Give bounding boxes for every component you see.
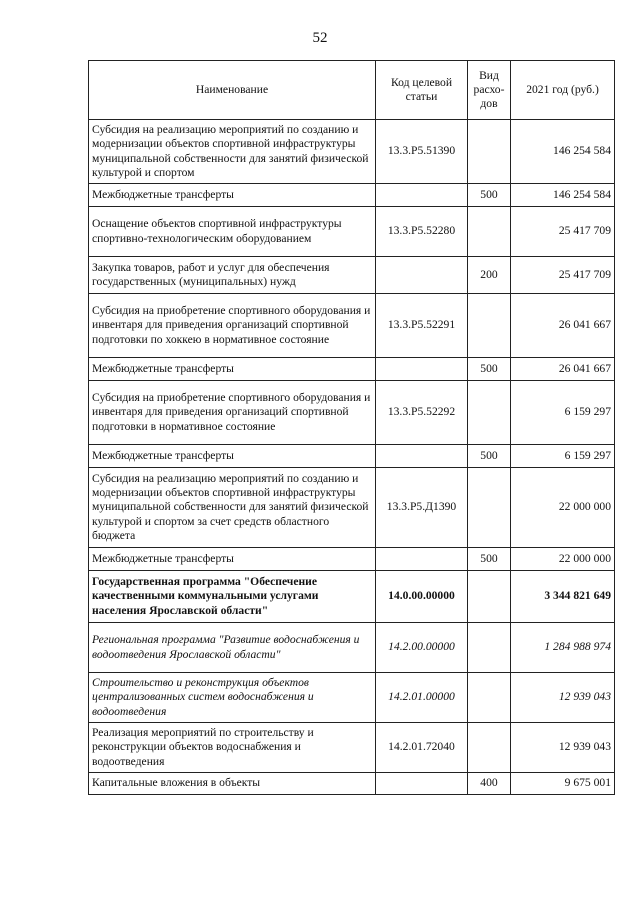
row-sum: 6 159 297 <box>511 445 615 468</box>
table-header-row <box>89 61 615 120</box>
row-code <box>376 773 468 795</box>
row-vid <box>468 723 511 773</box>
row-name: Капитальные вложения в объекты <box>89 773 376 795</box>
row-code: 13.3.P5.52292 <box>376 381 468 445</box>
row-name: Межбюджетные трансферты <box>89 548 376 571</box>
row-sum: 9 675 001 <box>511 773 615 795</box>
row-name: Субсидия на реализацию мероприятий по созданию и модернизации объектов спортивной инфраструктуры муниципальной собственности для занятий физической культурой и спортом <box>89 120 376 184</box>
row-code: 13.3.P5.52291 <box>376 294 468 358</box>
row-vid <box>468 294 511 358</box>
table-row <box>89 294 615 358</box>
table-row <box>89 773 615 795</box>
row-vid <box>468 673 511 723</box>
row-name: Межбюджетные трансферты <box>89 445 376 468</box>
row-code: 14.2.01.72040 <box>376 723 468 773</box>
table-row <box>89 571 615 623</box>
table-row <box>89 381 615 445</box>
table-row <box>89 445 615 468</box>
row-name: Региональная программа "Развитие водоснабжения и водоотведения Ярославской области" <box>89 623 376 673</box>
row-vid: 200 <box>468 257 511 294</box>
table-row <box>89 257 615 294</box>
row-name: Межбюджетные трансферты <box>89 358 376 381</box>
header-name: Наименование <box>89 61 376 120</box>
table-row <box>89 673 615 723</box>
row-code: 13.3.P5.51390 <box>376 120 468 184</box>
table-row <box>89 468 615 548</box>
table-row <box>89 723 615 773</box>
row-name: Государственная программа "Обеспечение качественными коммунальными услугами населения Ярославской области" <box>89 571 376 623</box>
row-vid <box>468 623 511 673</box>
row-sum: 6 159 297 <box>511 381 615 445</box>
row-vid: 500 <box>468 548 511 571</box>
row-name: Закупка товаров, работ и услуг для обеспечения государственных (муниципальных) нужд <box>89 257 376 294</box>
row-code <box>376 257 468 294</box>
row-sum: 3 344 821 649 <box>511 571 615 623</box>
row-code: 14.0.00.00000 <box>376 571 468 623</box>
header-vid: Вид расхо-дов <box>468 61 511 120</box>
row-name: Субсидия на реализацию мероприятий по созданию и модернизации объектов спортивной инфраструктуры муниципальной собственности для занятий физической культурой и спортом за счет средств областного бюджета <box>89 468 376 548</box>
row-sum: 25 417 709 <box>511 207 615 257</box>
row-sum: 22 000 000 <box>511 468 615 548</box>
row-vid <box>468 571 511 623</box>
page-number: 52 <box>312 30 328 46</box>
table-row <box>89 548 615 571</box>
row-code: 14.2.01.00000 <box>376 673 468 723</box>
row-vid <box>468 207 511 257</box>
row-sum: 22 000 000 <box>511 548 615 571</box>
row-name: Субсидия на приобретение спортивного оборудования и инвентаря для приведения организаций спортивной подготовки по хоккею в нормативное состояние <box>89 294 376 358</box>
table-body <box>89 120 615 795</box>
row-vid <box>468 120 511 184</box>
table-row <box>89 623 615 673</box>
table-row <box>89 358 615 381</box>
row-vid: 500 <box>468 184 511 207</box>
row-code <box>376 445 468 468</box>
row-vid <box>468 381 511 445</box>
row-sum: 25 417 709 <box>511 257 615 294</box>
row-sum: 1 284 988 974 <box>511 623 615 673</box>
table-row <box>89 120 615 184</box>
row-name: Оснащение объектов спортивной инфраструктуры спортивно-технологическим оборудованием <box>89 207 376 257</box>
table-row <box>89 207 615 257</box>
row-vid: 400 <box>468 773 511 795</box>
row-sum: 12 939 043 <box>511 723 615 773</box>
row-code <box>376 548 468 571</box>
header-year: 2021 год (руб.) <box>511 61 615 120</box>
row-code <box>376 358 468 381</box>
row-code <box>376 184 468 207</box>
row-vid <box>468 468 511 548</box>
row-name: Строительство и реконструкция объектов централизованных систем водоснабжения и водоотведения <box>89 673 376 723</box>
row-sum: 26 041 667 <box>511 358 615 381</box>
row-vid: 500 <box>468 445 511 468</box>
budget-table <box>88 60 615 795</box>
row-sum: 12 939 043 <box>511 673 615 723</box>
row-name: Реализация мероприятий по строительству и реконструкции объектов водоснабжения и водоотведения <box>89 723 376 773</box>
header-code: Код целевой статьи <box>376 61 468 120</box>
row-code: 14.2.00.00000 <box>376 623 468 673</box>
row-name: Субсидия на приобретение спортивного оборудования и инвентаря для приведения организаций спортивной подготовки в нормативное состояние <box>89 381 376 445</box>
row-sum: 146 254 584 <box>511 184 615 207</box>
table-row <box>89 184 615 207</box>
row-sum: 146 254 584 <box>511 120 615 184</box>
row-code: 13.3.P5.52280 <box>376 207 468 257</box>
row-vid: 500 <box>468 358 511 381</box>
row-sum: 26 041 667 <box>511 294 615 358</box>
row-code: 13.3.P5.Д1390 <box>376 468 468 548</box>
row-name: Межбюджетные трансферты <box>89 184 376 207</box>
